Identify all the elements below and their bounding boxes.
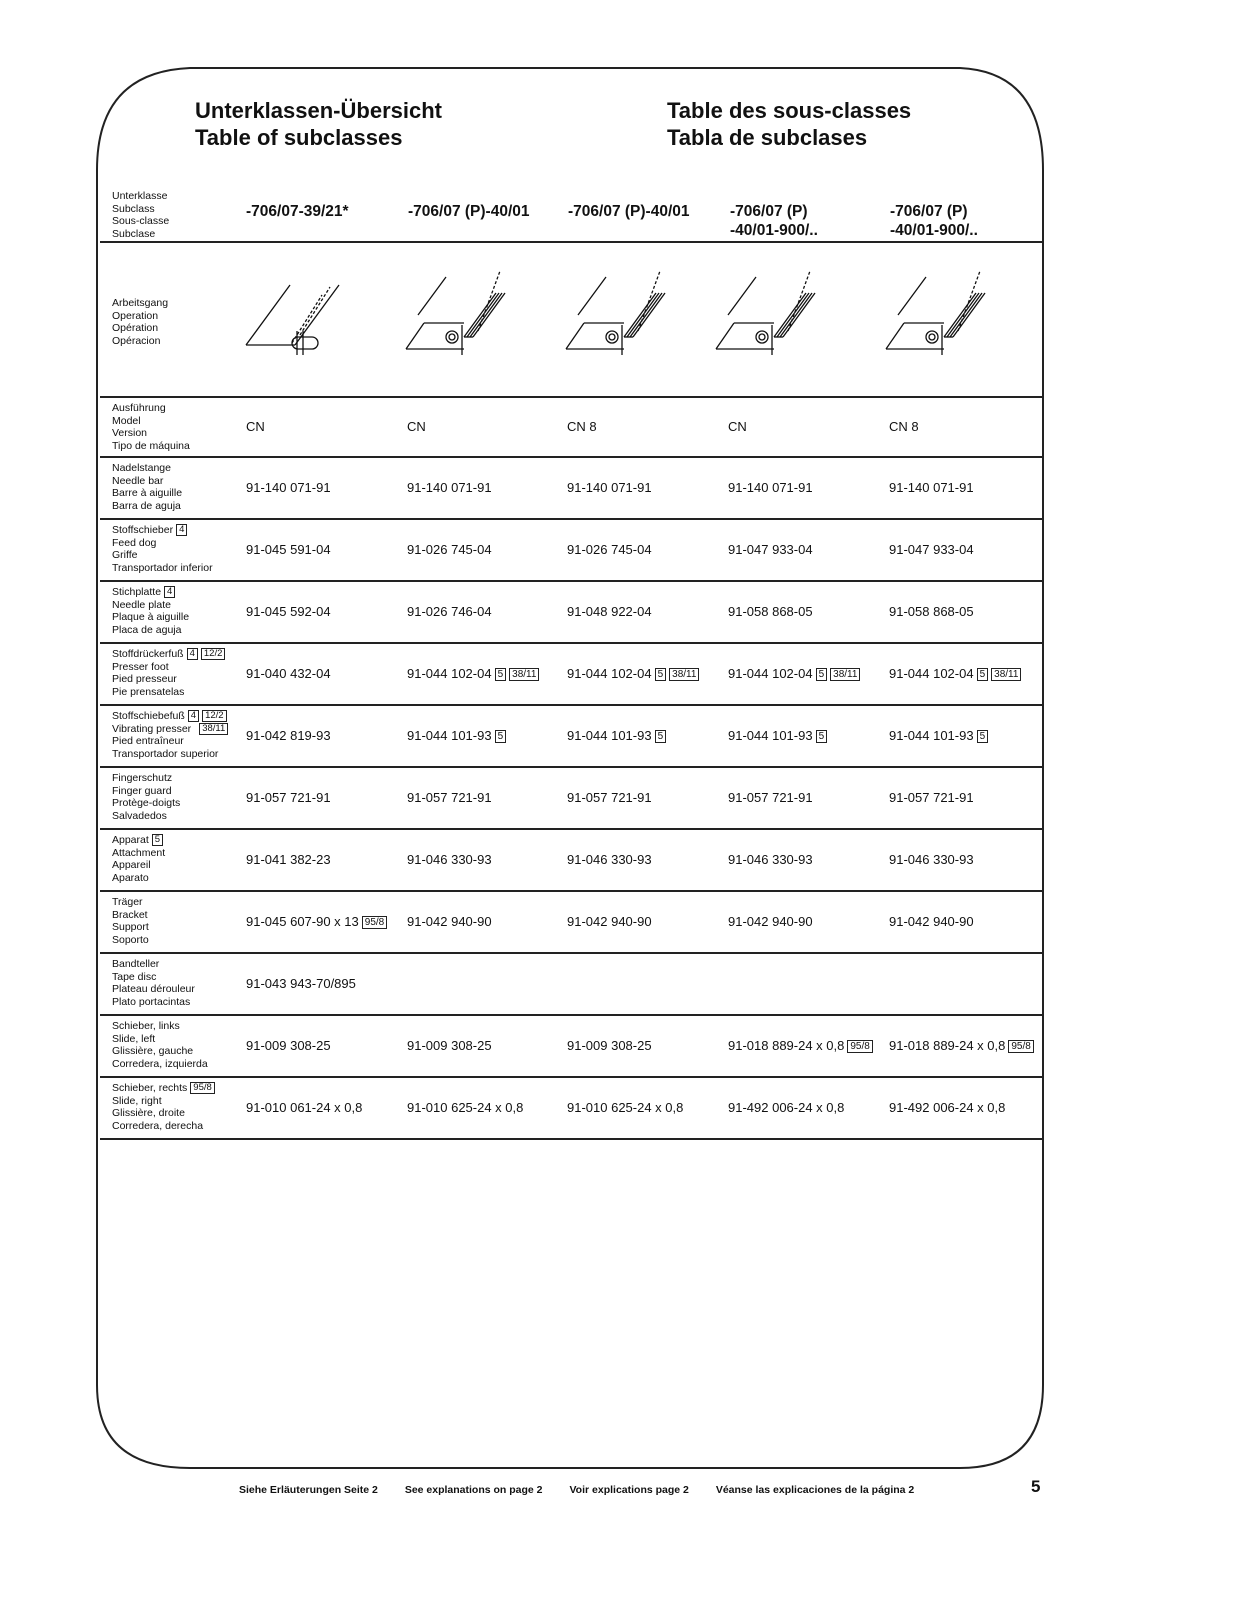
reference-box: 12/2 (201, 648, 226, 660)
table-cell: 91-010 061-24 x 0,8 (246, 1100, 363, 1115)
table-cell: 91-046 330-93 (407, 852, 492, 867)
table-cell: 91-140 071-91 (246, 480, 331, 495)
table-cell: 91-042 940-90 (728, 914, 813, 929)
table-cell: 91-046 330-93 (567, 852, 652, 867)
table-cell: 91-492 006-24 x 0,8 (728, 1100, 845, 1115)
table-cell: 91-058 868-05 (889, 604, 974, 619)
table-cell: 91-140 071-91 (567, 480, 652, 495)
reference-box: 5 (495, 668, 507, 681)
table-header-row (100, 182, 1043, 243)
footer-note (239, 1484, 938, 1496)
table-cell: 91-045 592-04 (246, 604, 331, 619)
reference-box: 38/11 (509, 668, 539, 681)
table-cell: CN 8 (567, 419, 597, 434)
column-header: -706/07-39/21* (246, 203, 349, 220)
multilayer-operation-icon (712, 265, 842, 355)
title-fr: Table des sous-classes (667, 98, 912, 123)
reference-box: 4 (188, 710, 199, 722)
table-cell: 91-018 889-24 x 0,8 95/8 (728, 1038, 873, 1053)
table-cell: CN 8 (889, 419, 919, 434)
table-cell: 91-040 432-04 (246, 666, 331, 681)
multilayer-operation-icon (882, 265, 1012, 355)
table-cell: CN (407, 419, 426, 434)
table-row (100, 768, 1043, 830)
multilayer-operation-icon (562, 265, 692, 355)
table-cell: 91-026 745-04 (567, 542, 652, 557)
table-cell: 91-009 308-25 (567, 1038, 652, 1053)
footer-fr: Voir explications page 2 (569, 1484, 689, 1496)
column-header: -706/07 (P)-40/01 (408, 203, 530, 220)
row-label: Ausführung Model Version Tipo de máquina (112, 402, 190, 452)
table-cell: 91-042 940-90 (567, 914, 652, 929)
reference-box: 4 (176, 524, 187, 536)
binding-operation-icon (240, 265, 370, 355)
table-row (100, 892, 1043, 954)
reference-box: 38/11 (199, 723, 228, 735)
table-cell: 91-058 868-05 (728, 604, 813, 619)
subclass-table (100, 182, 1043, 1140)
reference-box: 95/8 (1008, 1040, 1033, 1053)
table-cell: 91-046 330-93 (889, 852, 974, 867)
table-cell: 91-057 721-91 (407, 790, 492, 805)
row-label: Stoffschiebefuß 4 12/2 Vibrating presser 38/11 Pied entraîneur Transportador superior (112, 710, 228, 760)
table-cell: 91-047 933-04 (728, 542, 813, 557)
table-cell: 91-009 308-25 (407, 1038, 492, 1053)
table-cell: 91-044 102-04 5 38/11 (889, 666, 1021, 681)
page-title-right (667, 97, 911, 151)
table-cell: 91-043 943-70/895 (246, 976, 356, 991)
title-en: Table of subclasses (195, 125, 403, 150)
table-cell: 91-140 071-91 (889, 480, 974, 495)
table-cell: 91-057 721-91 (246, 790, 331, 805)
row-label: Fingerschutz Finger guard Protège-doigts Salvadedos (112, 772, 181, 822)
table-cell: CN (728, 419, 747, 434)
reference-box: 38/11 (830, 668, 860, 681)
table-row (100, 1016, 1043, 1078)
reference-box: 38/11 (669, 668, 699, 681)
operation-label: Arbeitsgang Operation Opération Opéracion (112, 297, 169, 347)
reference-box: 95/8 (190, 1082, 215, 1094)
title-es: Tabla de subclases (667, 125, 868, 150)
table-body (100, 398, 1043, 1140)
table-cell: 91-044 102-04 5 38/11 (567, 666, 699, 681)
table-row (100, 520, 1043, 582)
table-cell: 91-057 721-91 (889, 790, 974, 805)
table-cell: 91-044 101-93 5 (889, 728, 988, 743)
table-row (100, 458, 1043, 520)
table-cell: 91-046 330-93 (728, 852, 813, 867)
table-cell: 91-042 940-90 (889, 914, 974, 929)
row-label: Stoffdrückerfuß 4 12/2 Presser foot Pied presseur Pie prensatelas (112, 648, 225, 698)
reference-box: 5 (152, 834, 163, 846)
reference-box: 5 (655, 730, 667, 743)
page-number: 5 (1031, 1477, 1041, 1496)
subclass-label: Unterklasse Subclass Sous-classe Subclase (112, 190, 170, 240)
table-cell: 91-044 101-93 5 (407, 728, 506, 743)
multilayer-operation-icon (402, 265, 532, 355)
operation-row (100, 243, 1043, 398)
table-cell: 91-057 721-91 (567, 790, 652, 805)
row-label: Apparat 5 Attachment Appareil Aparato (112, 834, 166, 884)
reference-box: 5 (655, 668, 667, 681)
column-header: -706/07 (P) -40/01-900/.. (890, 203, 978, 239)
table-cell: 91-026 745-04 (407, 542, 492, 557)
footer-en: See explanations on page 2 (404, 1484, 543, 1496)
table-row (100, 1078, 1043, 1140)
reference-box: 5 (816, 668, 828, 681)
table-cell: 91-047 933-04 (889, 542, 974, 557)
row-label: Bandteller Tape disc Plateau dérouleur Plato portacintas (112, 958, 195, 1008)
reference-box: 5 (816, 730, 828, 743)
title-de: Unterklassen-Übersicht (195, 98, 442, 123)
reference-box: 38/11 (991, 668, 1021, 681)
reference-box: 4 (164, 586, 175, 598)
table-cell: 91-042 819-93 (246, 728, 331, 743)
reference-box: 95/8 (362, 916, 387, 929)
table-cell: 91-045 591-04 (246, 542, 331, 557)
table-cell: 91-042 940-90 (407, 914, 492, 929)
row-label: Schieber, links Slide, left Glissière, gauche Corredera, izquierda (112, 1020, 208, 1070)
table-cell: 91-044 102-04 5 38/11 (407, 666, 539, 681)
table-row (100, 954, 1043, 1016)
table-cell: 91-009 308-25 (246, 1038, 331, 1053)
table-row (100, 582, 1043, 644)
row-label: Schieber, rechts 95/8 Slide, right Glissière, droite Corredera, derecha (112, 1082, 215, 1132)
table-cell: 91-492 006-24 x 0,8 (889, 1100, 1006, 1115)
row-label: Nadelstange Needle bar Barre à aiguille Barra de aguja (112, 462, 183, 512)
reference-box: 5 (977, 730, 989, 743)
table-cell: 91-048 922-04 (567, 604, 652, 619)
column-header: -706/07 (P) -40/01-900/.. (730, 203, 818, 239)
table-cell: 91-044 101-93 5 (567, 728, 666, 743)
table-cell: 91-044 101-93 5 (728, 728, 827, 743)
table-cell: 91-026 746-04 (407, 604, 492, 619)
reference-box: 5 (495, 730, 507, 743)
reference-box: 4 (187, 648, 198, 660)
row-label: Stoffschieber 4 Feed dog Griffe Transportador inferior (112, 524, 213, 574)
table-row (100, 398, 1043, 458)
page-title-left (195, 97, 442, 151)
table-cell: 91-018 889-24 x 0,8 95/8 (889, 1038, 1034, 1053)
table-cell: 91-041 382-23 (246, 852, 331, 867)
table-cell: 91-044 102-04 5 38/11 (728, 666, 860, 681)
table-row (100, 706, 1043, 768)
reference-box: 5 (977, 668, 989, 681)
footer-de: Siehe Erläuterungen Seite 2 (239, 1484, 378, 1496)
table-cell: 91-010 625-24 x 0,8 (567, 1100, 684, 1115)
table-cell: 91-140 071-91 (407, 480, 492, 495)
column-header: -706/07 (P)-40/01 (568, 203, 690, 220)
table-cell: 91-140 071-91 (728, 480, 813, 495)
row-label: Träger Bracket Support Soporto (112, 896, 149, 946)
row-label: Stichplatte 4 Needle plate Plaque à aiguille Placa de aguja (112, 586, 190, 636)
table-cell: 91-057 721-91 (728, 790, 813, 805)
reference-box: 95/8 (847, 1040, 872, 1053)
table-cell: CN (246, 419, 265, 434)
table-row (100, 644, 1043, 706)
table-row (100, 830, 1043, 892)
footer-es: Véanse las explicaciones de la página 2 (715, 1484, 915, 1496)
table-cell: 91-045 607-90 x 13 95/8 (246, 914, 387, 929)
reference-box: 12/2 (202, 710, 227, 722)
table-cell: 91-010 625-24 x 0,8 (407, 1100, 524, 1115)
